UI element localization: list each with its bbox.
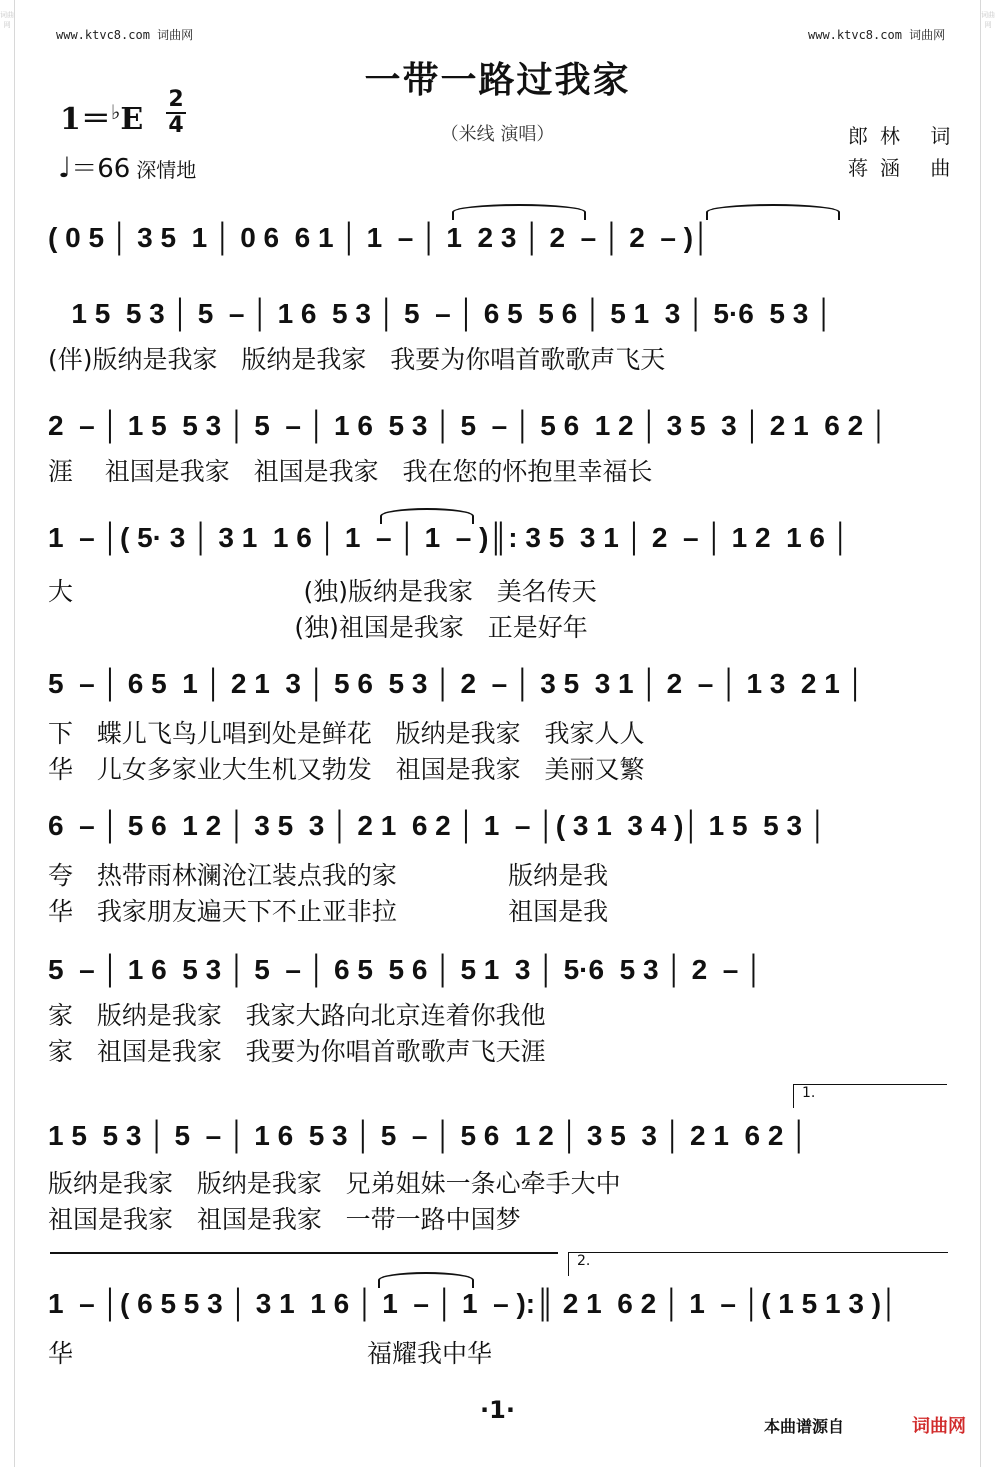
lyric-text: 华 福耀我中华 xyxy=(48,1339,493,1368)
lyric-line xyxy=(48,1164,948,1200)
quarter-note-icon: ♩ xyxy=(58,151,72,184)
source-label: 本曲谱源自 xyxy=(764,1417,845,1436)
tie-slur xyxy=(452,204,586,220)
tie-slur xyxy=(380,508,474,524)
flat-symbol: ♭ xyxy=(110,100,121,124)
notation-text: 2 – │ 1 5 5 3 │ 5 – │ 1 6 5 3 │ 5 – │ 5 6 1 2 │ 3 5 3 │ 2 1 6 2 │ xyxy=(48,410,889,441)
singer-credit: （米线 演唱） xyxy=(440,124,555,145)
first-ending-label: 1. xyxy=(802,1085,816,1101)
second-ending-label: 2. xyxy=(577,1253,591,1269)
notation-row xyxy=(48,950,948,990)
lyric-line xyxy=(48,856,948,892)
lyric-line xyxy=(48,572,948,608)
right-watermark-strip xyxy=(980,0,995,1467)
first-ending-continuation xyxy=(50,1252,558,1254)
lyric-line xyxy=(48,1334,948,1370)
lyric-line xyxy=(48,452,948,488)
lyric-text: 版纳是我家 版纳是我家 兄弟姐妹一条心牵手大中 xyxy=(48,1169,621,1198)
key-signature xyxy=(60,94,143,138)
tie-slur xyxy=(706,204,840,220)
key-note: E xyxy=(120,102,144,137)
notation-row xyxy=(48,518,948,558)
lyric-text: 华 儿女多家业大生机又勃发 祖国是我家 美丽又繁 xyxy=(48,755,645,784)
site-url-right[interactable]: www.ktvc8.com 词曲网 xyxy=(808,28,946,42)
notation-row xyxy=(48,806,948,846)
time-signature xyxy=(164,88,188,138)
notation-text: 5 – │ 1 6 5 3 │ 5 – │ 6 5 5 6 │ 5 1 3 │ 5·6 5 3 │ 2 – │ xyxy=(48,954,764,985)
lyric-line xyxy=(48,892,948,928)
notation-row xyxy=(48,664,948,704)
notation-text: 1 5 5 3 │ 5 – │ 1 6 5 3 │ 5 – │ 6 5 5 6 │ 5 1 3 │ 5·6 5 3 │ xyxy=(48,298,834,329)
notation-text: 1 – │( 5· 3 │ 3 1 1 6 │ 1 – │ 1 – )║: 3 5 3 1 │ 2 – │ 1 2 1 6 │ xyxy=(48,522,851,553)
lyric-line xyxy=(48,1032,948,1068)
lyric-text: 涯 祖国是我家 祖国是我家 我在您的怀抱里幸福长 xyxy=(48,457,653,486)
lyric-line xyxy=(48,750,948,786)
second-ending-bracket xyxy=(568,1252,948,1276)
lyric-text: (独)祖国是我家 正是好年 xyxy=(48,613,588,642)
lyric-text: 祖国是我家 祖国是我家 一带一路中国梦 xyxy=(48,1205,521,1234)
key-label: 1＝ xyxy=(60,102,111,137)
lyric-text: 家 祖国是我家 我要为你唱首歌歌声飞天涯 xyxy=(48,1037,546,1066)
notation-text: 5 – │ 6 5 1 │ 2 1 3 │ 5 6 5 3 │ 2 – │ 3 5 3 1 │ 2 – │ 1 3 2 1 │ xyxy=(48,668,866,699)
notation-row xyxy=(48,406,948,446)
lyric-text: 家 版纳是我家 我家大路向北京连着你我他 xyxy=(48,1001,546,1030)
meter-bottom: 4 xyxy=(168,113,184,138)
lyric-line xyxy=(48,714,948,750)
composer-credit: 蒋涵 曲 xyxy=(848,156,963,180)
notation-text: 1 5 5 3 │ 5 – │ 1 6 5 3 │ 5 – │ 5 6 1 2 │ 3 5 3 │ 2 1 6 2 │ xyxy=(48,1120,809,1151)
lyric-text: 华 我家朋友遍天下不止亚非拉 祖国是我 xyxy=(48,897,609,926)
left-watermark-strip xyxy=(0,0,15,1467)
expression-mark: 深情地 xyxy=(136,158,197,182)
lyric-text: (伴)版纳是我家 版纳是我家 我要为你唱首歌歌声飞天 xyxy=(48,345,666,374)
first-ending-bracket xyxy=(793,1084,947,1108)
meter-top: 2 xyxy=(168,87,184,112)
tempo-marking xyxy=(58,148,196,185)
lyric-line xyxy=(48,996,948,1032)
watermark-text: 词曲网 xyxy=(0,11,14,29)
song-title: 一带一路过我家 xyxy=(364,60,631,101)
notation-text: 1 – │( 6 5 5 3 │ 3 1 1 6 │ 1 – │ 1 – ):║ 2 1 6 2 │ 1 – │( 1 5 1 3 )│ xyxy=(48,1288,899,1319)
page-number: ·1· xyxy=(480,1396,515,1424)
lyric-line xyxy=(48,1200,948,1236)
tempo-value: ＝66 xyxy=(71,154,131,184)
lyricist-credit: 郎林 词 xyxy=(848,124,963,148)
lyric-line xyxy=(48,340,948,376)
notation-text: ( 0 5 │ 3 5 1 │ 0 6 6 1 │ 1 – │ 1 2 3 │ 2 – │ 2 – )│ xyxy=(48,222,711,253)
source-brand-logo[interactable]: 词曲网 xyxy=(912,1416,966,1437)
notation-row xyxy=(48,294,948,334)
notation-text: 6 – │ 5 6 1 2 │ 3 5 3 │ 2 1 6 2 │ 1 – │( 3 1 3 4 )│ 1 5 5 3 │ xyxy=(48,810,828,841)
lyric-line xyxy=(48,608,948,644)
notation-row xyxy=(48,1284,948,1324)
lyric-text: 大 (独)版纳是我家 美名传天 xyxy=(48,577,597,606)
notation-row xyxy=(48,1116,948,1156)
lyric-text: 夸 热带雨林澜沧江装点我的家 版纳是我 xyxy=(48,861,609,890)
notation-row xyxy=(48,218,948,258)
lyric-text: 下 蝶儿飞鸟儿唱到处是鲜花 版纳是我家 我家人人 xyxy=(48,719,645,748)
site-url-left[interactable]: www.ktvc8.com 词曲网 xyxy=(56,28,194,42)
watermark-text: 词曲网 xyxy=(981,11,995,29)
tie-slur xyxy=(378,1272,474,1288)
